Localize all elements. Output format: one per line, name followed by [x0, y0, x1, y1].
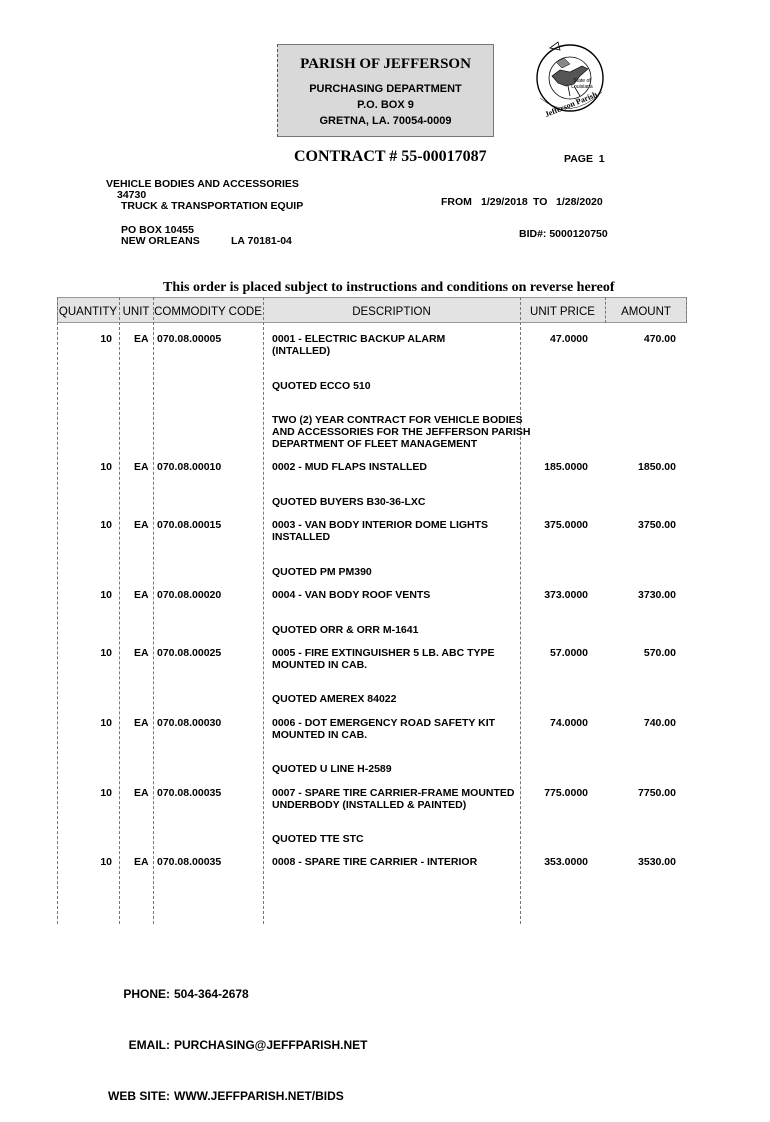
row-unit: EA	[134, 717, 149, 729]
row-commodity-code: 070.08.00030	[157, 717, 222, 729]
row-unit-price: 373.0000	[544, 589, 588, 601]
to-date: 1/28/2020	[556, 196, 603, 208]
row-quantity: 10	[100, 856, 112, 868]
parish-title: PARISH OF JEFFERSON	[300, 56, 471, 72]
column-divider	[119, 297, 120, 924]
row-commodity-code: 070.08.00020	[157, 589, 222, 601]
column-divider	[686, 297, 687, 323]
row-unit: EA	[134, 856, 149, 868]
col-header-description: DESCRIPTION	[352, 306, 431, 318]
row-unit-price: 185.0000	[544, 461, 588, 473]
row-commodity-code: 070.08.00015	[157, 519, 222, 531]
page-number: PAGE 1	[564, 153, 605, 165]
seal-state2: Louisiana	[571, 84, 593, 90]
row-note: QUOTED AMEREX 84022	[272, 693, 397, 705]
from-label: FROM	[441, 196, 472, 208]
vendor-state-zip: LA 70181-04	[231, 235, 292, 247]
column-divider	[605, 297, 606, 323]
row-unit-price: 375.0000	[544, 519, 588, 531]
row-note: QUOTED PM PM390	[272, 566, 372, 578]
row-commodity-code: 070.08.00035	[157, 787, 222, 799]
row-amount: 570.00	[643, 647, 676, 659]
email-label: EMAIL:	[128, 1038, 170, 1052]
row-unit: EA	[134, 787, 149, 799]
parish-seal-icon	[530, 36, 610, 120]
row-description: 0004 - VAN BODY ROOF VENTS	[272, 589, 431, 601]
col-header-quantity: QUANTITY	[58, 306, 118, 318]
row-commodity-code: 070.08.00025	[157, 647, 222, 659]
row-commodity-code: 070.08.00010	[157, 461, 222, 473]
row-unit: EA	[134, 461, 149, 473]
phone-number: 504-364-2678	[174, 987, 249, 1001]
row-note: QUOTED BUYERS B30-36-LXC	[272, 496, 426, 508]
row-unit: EA	[134, 333, 149, 345]
row-description: 0005 - FIRE EXTINGUISHER 5 LB. ABC TYPE MOUNTED IN CAB.	[272, 647, 495, 671]
phone-label: PHONE:	[123, 987, 170, 1001]
row-note: QUOTED TTE STC	[272, 833, 364, 845]
row-unit: EA	[134, 519, 149, 531]
row-unit-price: 74.0000	[550, 717, 588, 729]
col-header-commodity-code: COMMODITY CODE	[154, 306, 262, 318]
row-note: QUOTED ORR & ORR M-1641	[272, 624, 419, 636]
row-unit: EA	[134, 647, 149, 659]
row-commodity-code: 070.08.00005	[157, 333, 222, 345]
vendor-city: NEW ORLEANS	[121, 235, 200, 247]
row-description: 0002 - MUD FLAPS INSTALLED	[272, 461, 427, 473]
row-quantity: 10	[100, 647, 112, 659]
row-amount: 1850.00	[638, 461, 676, 473]
row-quantity: 10	[100, 333, 112, 345]
department-pobox: P.O. BOX 9	[357, 99, 414, 111]
contact-footer	[104, 952, 368, 1122]
row-amount: 3730.00	[638, 589, 676, 601]
seal-state: State of	[573, 78, 591, 84]
contract-title: CONTRACT # 55-00017087	[294, 148, 487, 165]
row-quantity: 10	[100, 519, 112, 531]
row-description: 0003 - VAN BODY INTERIOR DOME LIGHTS INSTALLED	[272, 519, 489, 543]
row-description: 0001 - ELECTRIC BACKUP ALARM (INTALLED)	[272, 333, 446, 357]
row-description: 0007 - SPARE TIRE CARRIER-FRAME MOUNTED UNDERBODY (INSTALLED & PAINTED)	[272, 787, 515, 811]
row-unit-price: 775.0000	[544, 787, 588, 799]
row-commodity-code: 070.08.00035	[157, 856, 222, 868]
row-note: QUOTED U LINE H-2589	[272, 763, 392, 775]
row-unit: EA	[134, 589, 149, 601]
col-header-unit: UNIT	[122, 306, 150, 318]
row-unit-price: 57.0000	[550, 647, 588, 659]
row-unit-price: 47.0000	[550, 333, 588, 345]
row-note: TWO (2) YEAR CONTRACT FOR VEHICLE BODIES AND ACCESSORIES FOR THE JEFFERSON PARISH DEPARTMENT OF FLEET MANAGEMENT	[272, 414, 531, 450]
row-unit-price: 353.0000	[544, 856, 588, 868]
row-quantity: 10	[100, 461, 112, 473]
column-divider	[153, 297, 154, 924]
col-header-amount: AMOUNT	[621, 306, 671, 318]
vendor-name: VEHICLE BODIES AND ACCESSORIES	[106, 178, 299, 190]
website-label: WEB SITE:	[108, 1089, 170, 1103]
website-url: WWW.JEFFPARISH.NET/BIDS	[174, 1089, 344, 1103]
vendor-company: TRUCK & TRANSPORTATION EQUIP	[121, 200, 304, 212]
row-note: QUOTED ECCO 510	[272, 380, 371, 392]
order-notice: This order is placed subject to instructions and conditions on reverse hereof	[163, 280, 615, 295]
col-header-unit-price: UNIT PRICE	[530, 306, 595, 318]
row-amount: 3750.00	[638, 519, 676, 531]
row-amount: 3530.00	[638, 856, 676, 868]
bid-number: BID#: 5000120750	[519, 228, 608, 240]
column-divider	[57, 297, 58, 924]
from-date: 1/29/2018	[481, 196, 528, 208]
row-amount: 470.00	[643, 333, 676, 345]
row-quantity: 10	[100, 589, 112, 601]
row-description: 0006 - DOT EMERGENCY ROAD SAFETY KIT MOUNTED IN CAB.	[272, 717, 496, 741]
vendor-pobox: PO BOX 10455	[121, 224, 194, 236]
row-amount: 740.00	[643, 717, 676, 729]
column-divider	[520, 297, 521, 924]
column-divider	[263, 297, 264, 924]
vendor-code: 34730	[117, 189, 147, 201]
row-amount: 7750.00	[638, 787, 676, 799]
row-quantity: 10	[100, 787, 112, 799]
email-address: PURCHASING@JEFFPARISH.NET	[174, 1038, 368, 1052]
department-city: GRETNA, LA. 70054-0009	[319, 115, 452, 127]
to-label: TO	[533, 196, 548, 208]
row-description: 0008 - SPARE TIRE CARRIER - INTERIOR	[272, 856, 478, 868]
row-quantity: 10	[100, 717, 112, 729]
department-name: PURCHASING DEPARTMENT	[309, 83, 462, 95]
seal-ring-text: Jefferson Parish	[543, 89, 599, 120]
